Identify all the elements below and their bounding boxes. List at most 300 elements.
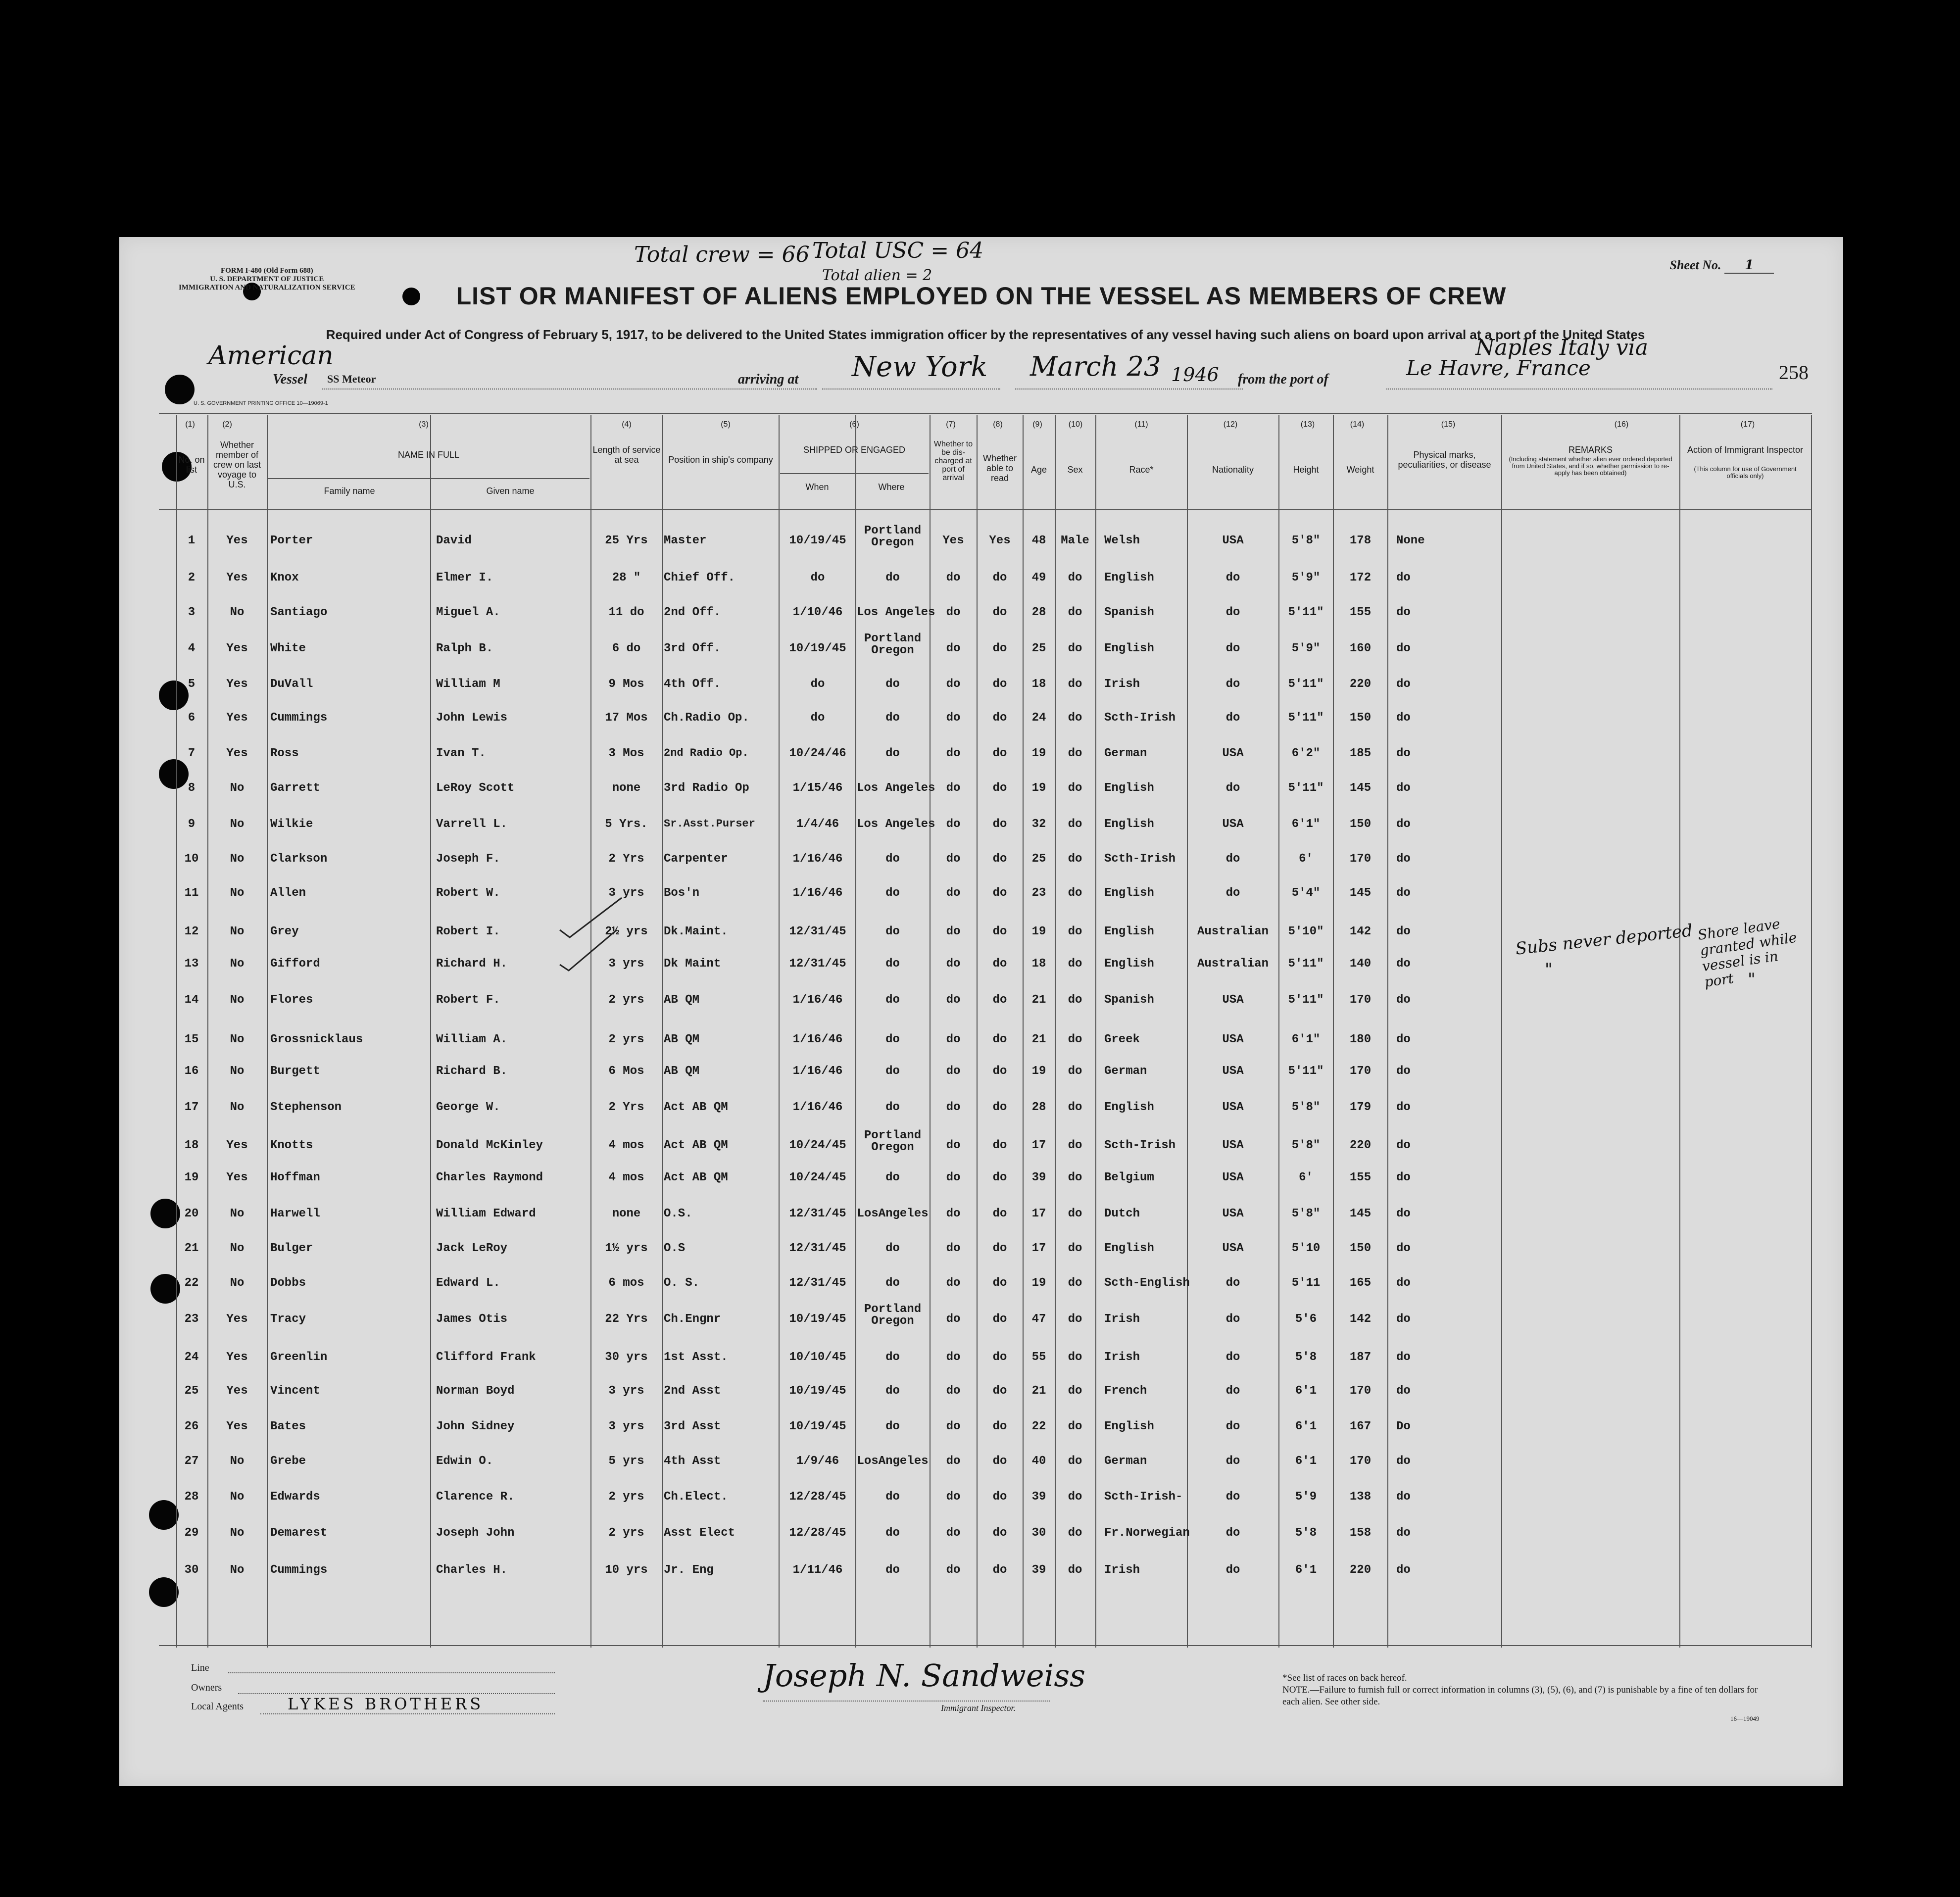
row-nat: USA <box>1222 818 1244 831</box>
row-weight: 155 <box>1349 606 1372 619</box>
row-disch: do <box>946 1351 961 1364</box>
row-member: Yes <box>226 678 248 691</box>
row-no: 3 <box>188 606 196 619</box>
row-given: George W. <box>436 1101 500 1114</box>
row-age: 25 <box>1031 642 1046 655</box>
col-race-heading: Race* <box>1129 465 1154 475</box>
row-physical: do <box>1396 642 1411 655</box>
row-service: 28 " <box>612 571 641 584</box>
row-where: do <box>885 1065 900 1078</box>
row-sex: do <box>1068 606 1082 619</box>
row-member: No <box>230 1242 245 1255</box>
row-given: LeRoy Scott <box>436 781 515 795</box>
col-number: (17) <box>1740 420 1755 429</box>
row-sex: do <box>1068 1033 1082 1046</box>
row-nat: do <box>1225 1420 1240 1433</box>
row-disch: do <box>946 1101 961 1114</box>
row-height: 5'10" <box>1288 925 1324 938</box>
row-position: Chief Off. <box>664 571 735 584</box>
table-bottom-border <box>159 1645 1812 1646</box>
row-weight: 145 <box>1349 1207 1372 1220</box>
row-member: No <box>230 957 245 971</box>
row-physical: do <box>1396 852 1411 866</box>
row-family: Grossnicklaus <box>270 1033 363 1046</box>
row-when: 10/24/46 <box>789 747 846 760</box>
row-given: Joseph John <box>436 1526 515 1540</box>
row-given: Clifford Frank <box>436 1351 536 1364</box>
row-age: 39 <box>1031 1490 1046 1504</box>
row-no: 25 <box>184 1384 199 1398</box>
row-race: Welsh <box>1104 534 1140 547</box>
row-disch: do <box>946 1207 961 1220</box>
row-member: No <box>230 1207 245 1220</box>
row-nat: do <box>1225 852 1240 866</box>
row-given: Ivan T. <box>436 747 486 760</box>
row-age: 21 <box>1031 1033 1046 1046</box>
row-age: 28 <box>1031 606 1046 619</box>
row-read: do <box>992 711 1007 725</box>
row-when: 12/28/45 <box>789 1490 846 1504</box>
col-number: (2) <box>222 420 232 429</box>
row-physical: do <box>1396 993 1411 1007</box>
row-age: 39 <box>1031 1171 1046 1184</box>
col-no-heading: No. on list <box>178 455 205 475</box>
row-nat: do <box>1225 886 1240 900</box>
row-position: 3rd Radio Op <box>664 781 749 795</box>
row-nat: do <box>1225 642 1240 655</box>
row-when: 10/10/45 <box>789 1351 846 1364</box>
row-position: O. S. <box>664 1276 700 1290</box>
row-no: 7 <box>188 747 196 760</box>
row-disch: do <box>946 993 961 1007</box>
row-where: Portland Oregon <box>864 1303 922 1328</box>
arriving-label: arriving at <box>738 372 799 387</box>
row-service: none <box>612 781 641 795</box>
col-member-heading: Whether member of crew on last voyage to U.S. <box>213 440 261 489</box>
col-number: (5) <box>721 420 731 429</box>
vessel-label: Vessel <box>273 372 307 387</box>
row-no: 16 <box>184 1065 199 1078</box>
row-family: Santiago <box>270 606 328 619</box>
row-weight: 165 <box>1349 1276 1372 1290</box>
row-nat: USA <box>1222 1033 1244 1046</box>
row-nat: do <box>1225 711 1240 725</box>
row-sex: do <box>1068 1420 1082 1433</box>
row-age: 40 <box>1031 1455 1046 1468</box>
row-height: 5'10 <box>1291 1242 1321 1255</box>
row-position: Ch.Elect. <box>664 1490 728 1504</box>
row-race: English <box>1104 781 1154 795</box>
row-family: DuVall <box>270 678 313 691</box>
row-physical: do <box>1396 606 1411 619</box>
row-where: do <box>885 1276 900 1290</box>
row-height: 6'1" <box>1291 1033 1321 1046</box>
row-given: Varrell L. <box>436 818 508 831</box>
row-weight: 142 <box>1349 925 1372 938</box>
row-height: 5'11" <box>1288 993 1324 1007</box>
row-no: 6 <box>188 711 196 725</box>
ditto-mark: " <box>1748 970 1756 989</box>
row-weight: 178 <box>1349 534 1372 547</box>
row-service: 2 yrs <box>608 1526 644 1540</box>
row-position: Ch.Engnr <box>664 1313 721 1326</box>
row-physical: do <box>1396 1065 1411 1078</box>
table-row <box>119 747 1843 782</box>
row-family: White <box>270 642 306 655</box>
row-race: Irish <box>1104 1313 1140 1326</box>
row-when: 12/31/45 <box>789 1207 846 1220</box>
row-when: 10/19/45 <box>789 642 846 655</box>
row-position: O.S. <box>664 1207 692 1220</box>
page-subtitle: Required under Act of Congress of February 5, 1917, to be delivered to the United States immigration officer by the representatives of any vessel having such aliens on board upon arrival at a port of the United States <box>326 327 1645 342</box>
row-given: John Sidney <box>436 1420 515 1433</box>
row-race: Spanish <box>1104 993 1154 1007</box>
col-shipped-heading: SHIPPED OR ENGAGED <box>803 445 906 455</box>
row-sex: do <box>1068 711 1082 725</box>
row-physical: do <box>1396 1490 1411 1504</box>
col-name-heading: NAME IN FULL <box>397 450 460 460</box>
row-weight: 170 <box>1349 993 1372 1007</box>
row-position: 2nd Radio Op. <box>664 747 749 759</box>
table-row <box>119 678 1843 713</box>
table-row <box>119 886 1843 922</box>
row-no: 13 <box>184 957 199 971</box>
row-given: Charles Raymond <box>436 1171 543 1184</box>
row-where: do <box>885 1171 900 1184</box>
row-race: German <box>1104 1455 1147 1468</box>
col-number: (3) <box>419 420 429 429</box>
row-where: do <box>885 925 900 938</box>
row-when: 1/16/46 <box>792 1101 843 1114</box>
row-read: do <box>992 1455 1007 1468</box>
row-height: 5'11" <box>1288 957 1324 971</box>
row-no: 4 <box>188 642 196 655</box>
row-nat: do <box>1225 1384 1240 1398</box>
row-position: 2nd Off. <box>664 606 721 619</box>
row-member: No <box>230 781 245 795</box>
row-when: do <box>810 571 825 584</box>
row-sex: Male <box>1061 534 1089 547</box>
row-where: do <box>885 747 900 760</box>
row-service: 2½ yrs <box>605 925 648 938</box>
row-physical: do <box>1396 886 1411 900</box>
row-disch: do <box>946 1139 961 1152</box>
row-no: 1 <box>188 534 196 547</box>
row-read: do <box>992 1563 1007 1577</box>
row-service: 3 Mos <box>608 747 644 760</box>
row-read: do <box>992 993 1007 1007</box>
row-sex: do <box>1068 957 1082 971</box>
row-when: 10/19/45 <box>789 534 846 547</box>
form-number: FORM I-480 (Old Form 688) <box>220 267 313 275</box>
row-service: 22 Yrs <box>605 1313 648 1326</box>
row-position: Dk.Maint. <box>664 925 728 938</box>
row-weight: 170 <box>1349 1455 1372 1468</box>
row-no: 10 <box>184 852 199 866</box>
owners-underline <box>238 1693 555 1694</box>
row-read: do <box>992 1276 1007 1290</box>
row-family: Porter <box>270 534 313 547</box>
row-no: 30 <box>184 1563 199 1577</box>
row-physical: do <box>1396 1563 1411 1577</box>
row-given: David <box>436 534 472 547</box>
line-underline <box>228 1672 555 1673</box>
row-when: 12/28/45 <box>789 1526 846 1540</box>
row-where: do <box>885 957 900 971</box>
row-member: No <box>230 1455 245 1468</box>
row-read: do <box>992 642 1007 655</box>
row-when: 12/31/45 <box>789 1276 846 1290</box>
row-family: Grebe <box>270 1455 306 1468</box>
row-sex: do <box>1068 1065 1082 1078</box>
col-number: (6) <box>849 420 859 429</box>
row-when: 12/31/45 <box>789 925 846 938</box>
table-row <box>119 1526 1843 1562</box>
row-physical: do <box>1396 1101 1411 1114</box>
row-weight: 150 <box>1349 711 1372 725</box>
row-member: Yes <box>226 1313 248 1326</box>
row-family: Harwell <box>270 1207 320 1220</box>
agents-value: LYKES BROTHERS <box>288 1695 484 1713</box>
row-height: 6'1 <box>1295 1563 1317 1577</box>
col-number: (4) <box>622 420 632 429</box>
row-read: do <box>992 886 1007 900</box>
table-row <box>119 1351 1843 1386</box>
row-given: Richard B. <box>436 1065 508 1078</box>
row-race: Fr.Norwegian <box>1104 1526 1190 1540</box>
row-family: Demarest <box>270 1526 328 1540</box>
row-family: Knotts <box>270 1139 313 1152</box>
row-nat: USA <box>1222 747 1244 760</box>
row-no: 24 <box>184 1351 199 1364</box>
row-race: German <box>1104 747 1147 760</box>
col-number: (7) <box>946 420 956 429</box>
row-physical: do <box>1396 1139 1411 1152</box>
row-member: No <box>230 1563 245 1577</box>
row-service: 9 Mos <box>608 678 644 691</box>
row-where: do <box>885 1242 900 1255</box>
row-weight: 140 <box>1349 957 1372 971</box>
row-position: 4th Asst <box>664 1455 721 1468</box>
total-alien-note: Total alien = 2 <box>822 267 932 284</box>
row-position: O.S <box>664 1242 686 1255</box>
row-nat: Australian <box>1197 925 1269 938</box>
row-height: 5'8 <box>1295 1526 1317 1540</box>
row-read: do <box>992 606 1007 619</box>
row-service: 6 Mos <box>608 1065 644 1078</box>
row-member: Yes <box>226 571 248 584</box>
row-service: 4 mos <box>608 1139 644 1152</box>
vessel-name: SS Meteor <box>327 373 376 385</box>
row-no: 28 <box>184 1490 199 1504</box>
row-physical: do <box>1396 925 1411 938</box>
row-disch: do <box>946 1384 961 1398</box>
row-read: do <box>992 678 1007 691</box>
row-no: 2 <box>188 571 196 584</box>
row-height: 6'1 <box>1295 1420 1317 1433</box>
agents-underline <box>260 1713 555 1714</box>
row-position: Act AB QM <box>664 1101 728 1114</box>
row-disch: do <box>946 1276 961 1290</box>
row-where: do <box>885 1384 900 1398</box>
table-row <box>119 1455 1843 1490</box>
ditto-mark: " <box>1545 960 1553 979</box>
row-when: 1/9/46 <box>796 1455 839 1468</box>
row-race: English <box>1104 925 1154 938</box>
row-given: Elmer I. <box>436 571 493 584</box>
agents-label: Local Agents <box>191 1701 244 1712</box>
row-where: do <box>885 711 900 725</box>
row-disch: do <box>946 1171 961 1184</box>
row-physical: do <box>1396 1351 1411 1364</box>
row-disch: do <box>946 747 961 760</box>
row-weight: 180 <box>1349 1033 1372 1046</box>
row-where: do <box>885 1526 900 1540</box>
row-nat: do <box>1225 1313 1240 1326</box>
row-no: 14 <box>184 993 199 1007</box>
row-age: 19 <box>1031 781 1046 795</box>
table-top-border <box>159 413 1812 414</box>
arrival-date: March 23 <box>1030 351 1161 382</box>
table-row <box>119 852 1843 888</box>
row-read: do <box>992 781 1007 795</box>
row-given: Robert W. <box>436 886 500 900</box>
action-note: Shore leave granted while vessel is in port <box>1696 915 1798 990</box>
row-read: do <box>992 1490 1007 1504</box>
row-when: 1/16/46 <box>792 886 843 900</box>
table-row <box>119 1276 1843 1312</box>
row-race: English <box>1104 1420 1154 1433</box>
row-nat: do <box>1225 781 1240 795</box>
row-where: LosAngeles <box>857 1207 929 1220</box>
row-height: 5'11" <box>1288 711 1324 725</box>
row-weight: 145 <box>1349 886 1372 900</box>
row-family: Bulger <box>270 1242 313 1255</box>
row-physical: do <box>1396 1276 1411 1290</box>
header-bottom-border <box>159 509 1812 510</box>
row-race: Greek <box>1104 1033 1140 1046</box>
row-when: 1/15/46 <box>792 781 843 795</box>
punch-hole <box>165 375 195 404</box>
row-no: 27 <box>184 1455 199 1468</box>
row-age: 21 <box>1031 993 1046 1007</box>
row-weight: 220 <box>1349 1563 1372 1577</box>
via-note: Naples Italy via <box>1475 335 1648 360</box>
table-row <box>119 818 1843 853</box>
row-member: No <box>230 818 245 831</box>
row-read: do <box>992 957 1007 971</box>
row-sex: do <box>1068 993 1082 1007</box>
row-position: Act AB QM <box>664 1171 728 1184</box>
row-sex: do <box>1068 678 1082 691</box>
row-family: Tracy <box>270 1313 306 1326</box>
row-where: Los Angeles <box>857 606 935 619</box>
row-age: 21 <box>1031 1384 1046 1398</box>
row-read: do <box>992 1065 1007 1078</box>
row-height: 5'11" <box>1288 606 1324 619</box>
row-where: Los Angeles <box>857 781 935 795</box>
row-service: 2 Yrs <box>608 852 644 866</box>
total-usc-note: Total USC = 64 <box>812 238 984 263</box>
row-disch: do <box>946 1563 961 1577</box>
table-row <box>119 1065 1843 1100</box>
row-no: 19 <box>184 1171 199 1184</box>
row-nat: USA <box>1222 1171 1244 1184</box>
row-given: Edwin O. <box>436 1455 493 1468</box>
row-age: 17 <box>1031 1207 1046 1220</box>
row-member: No <box>230 993 245 1007</box>
table-row <box>119 1303 1843 1348</box>
row-height: 5'8" <box>1291 1101 1321 1114</box>
row-sex: do <box>1068 747 1082 760</box>
table-row <box>119 1171 1843 1207</box>
row-sex: do <box>1068 1351 1082 1364</box>
inspector-label: Immigrant Inspector. <box>941 1703 1016 1713</box>
row-service: 3 yrs <box>608 1420 644 1433</box>
row-disch: do <box>946 781 961 795</box>
row-weight: 138 <box>1349 1490 1372 1504</box>
row-nat: do <box>1225 1276 1240 1290</box>
row-weight: 150 <box>1349 1242 1372 1255</box>
row-sex: do <box>1068 1384 1082 1398</box>
sheet-label: Sheet No. <box>1669 258 1721 272</box>
row-no: 5 <box>188 678 196 691</box>
row-member: No <box>230 886 245 900</box>
row-nat: do <box>1225 678 1240 691</box>
row-age: 49 <box>1031 571 1046 584</box>
row-no: 18 <box>184 1139 199 1152</box>
row-physical: do <box>1396 781 1411 795</box>
col-where-heading: Where <box>878 482 905 492</box>
row-position: Sr.Asst.Purser <box>664 818 755 830</box>
row-family: Grey <box>270 925 299 938</box>
row-member: Yes <box>226 1351 248 1364</box>
row-race: Dutch <box>1104 1207 1140 1220</box>
row-member: Yes <box>226 534 248 547</box>
row-nat: USA <box>1222 1065 1244 1078</box>
row-weight: 158 <box>1349 1526 1372 1540</box>
row-where: do <box>885 993 900 1007</box>
row-member: No <box>230 1276 245 1290</box>
row-disch: do <box>946 818 961 831</box>
sheet-value: 1 <box>1724 258 1774 274</box>
row-disch: do <box>946 678 961 691</box>
table-row <box>119 1033 1843 1069</box>
row-age: 23 <box>1031 886 1046 900</box>
row-sex: do <box>1068 1276 1082 1290</box>
row-sex: do <box>1068 1563 1082 1577</box>
row-service: 2 yrs <box>608 1033 644 1046</box>
row-height: 5'9 <box>1295 1490 1317 1504</box>
col-service-heading: Length of service at sea <box>592 445 661 465</box>
row-service: 11 do <box>608 606 644 619</box>
row-weight: 170 <box>1349 1384 1372 1398</box>
row-no: 20 <box>184 1207 199 1220</box>
row-where: do <box>885 886 900 900</box>
row-sex: do <box>1068 571 1082 584</box>
row-disch: Yes <box>942 534 964 547</box>
row-given: Robert F. <box>436 993 500 1007</box>
row-read: do <box>992 1207 1007 1220</box>
row-age: 19 <box>1031 925 1046 938</box>
col-family-heading: Family name <box>324 486 375 496</box>
form-code: 16—19049 <box>1730 1715 1760 1722</box>
signature-underline <box>763 1701 1050 1702</box>
row-race: Scth-Irish- <box>1104 1490 1183 1504</box>
row-nat: do <box>1225 1526 1240 1540</box>
row-service: 5 yrs <box>608 1455 644 1468</box>
row-member: No <box>230 1101 245 1114</box>
